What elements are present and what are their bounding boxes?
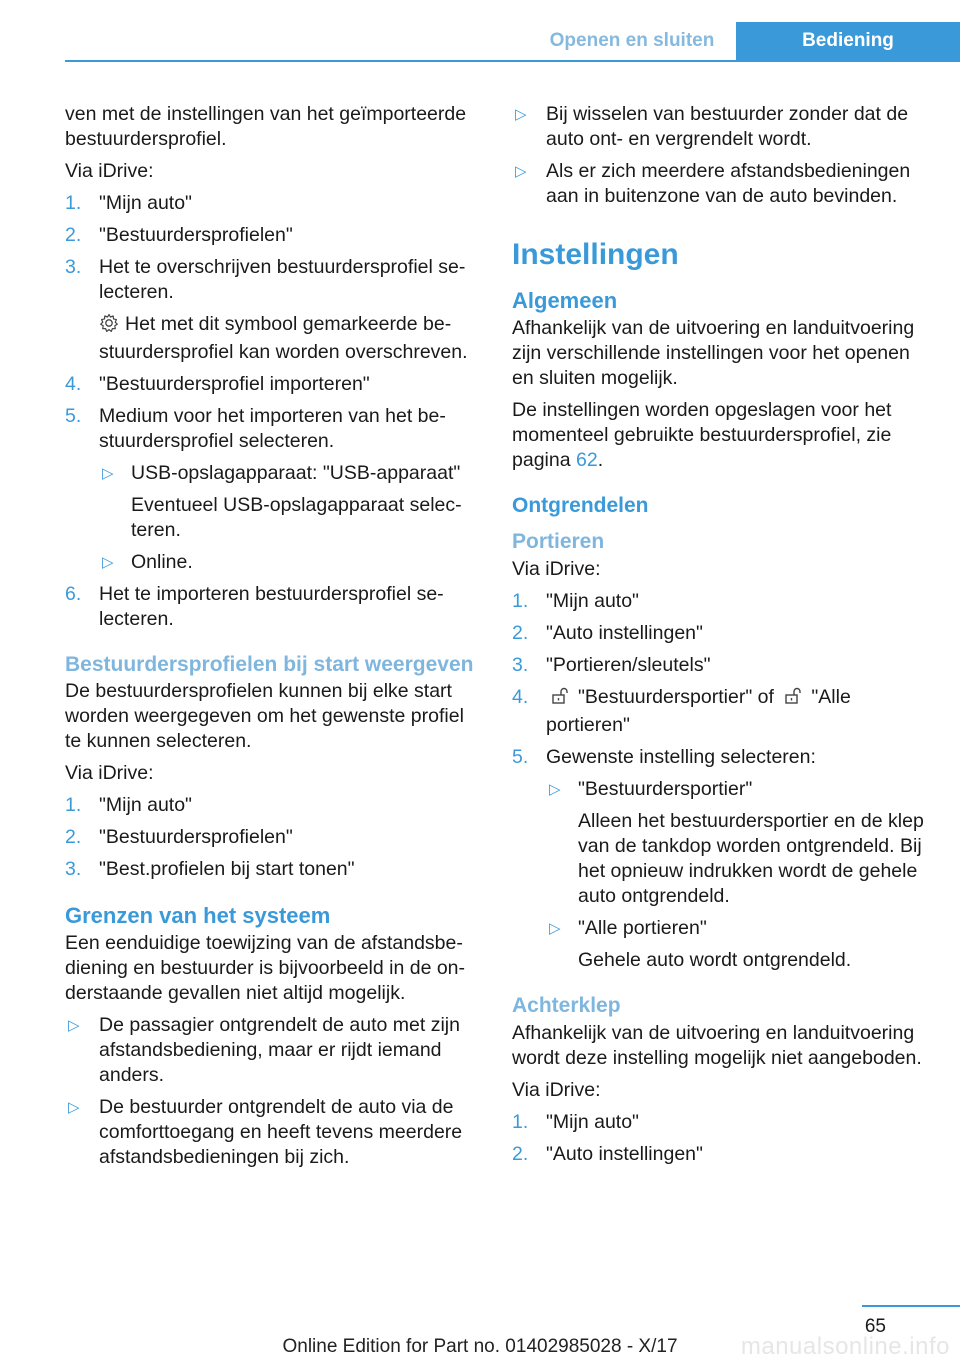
step-text: "Mijn auto" (99, 192, 192, 214)
heading-portieren: Portieren (512, 530, 605, 553)
bullet-text: USB-opslagapparaat: "USB-apparaat" (131, 462, 461, 484)
intro-text: ven met de instellingen van het geïmporteerde bestuurdersprofiel. (65, 103, 467, 150)
list-item (65, 1095, 477, 1170)
step-number: 5. (65, 405, 82, 427)
heading-achterklep: Achterklep (512, 994, 621, 1017)
section-tab: Openen en sluiten (549, 30, 715, 51)
start-steps-list (65, 793, 477, 882)
page-number-rule (862, 1305, 960, 1307)
via-idrive-label: Via iDrive: (512, 558, 601, 580)
step-number: 2. (512, 622, 529, 644)
list-item (65, 793, 477, 818)
algemeen-text-2-end: . (597, 449, 604, 471)
bullet-continuation: Eventueel USB-opslagapparaat selecteren. (131, 494, 462, 541)
bullet-text: De bestuurder ontgrendelt de auto via de comforttoegang en heeft tevens meerdere afstandsbedieningen bij zich. (99, 1096, 463, 1168)
step-text: "Alle portieren" (546, 686, 851, 736)
portieren-steps-list (512, 589, 928, 973)
sub-list-item (546, 777, 928, 909)
watermark: manualsonline.info (740, 1333, 950, 1360)
list-item (65, 372, 477, 397)
step-text: "Best.profielen bij start tonen" (99, 858, 355, 880)
bullet-text: "Bestuurdersportier" (578, 778, 753, 800)
step-number: 2. (65, 826, 82, 848)
step-number: 1. (512, 1111, 529, 1133)
sub-bullet-list (546, 777, 928, 973)
heading-grenzen: Grenzen van het systeem (65, 903, 331, 928)
step-text: "Mijn auto" (546, 590, 639, 612)
step-number: 1. (65, 794, 82, 816)
list-item (65, 191, 477, 216)
list-item (512, 1110, 928, 1135)
bullet-text: "Alle portieren" (578, 917, 707, 939)
grenzen-text: Een eenduidige toewijzing van de afstandsbediening en bestuurder is bijvoorbeeld in de onderstaande gevallen niet altijd mogelijk. (65, 932, 466, 1004)
algemeen-text-2 (512, 398, 928, 473)
list-item (512, 589, 928, 614)
list-item (65, 1013, 477, 1088)
step-number: 1. (65, 192, 82, 214)
heading-algemeen: Algemeen (512, 288, 618, 313)
step-number: 4. (65, 373, 82, 395)
import-steps-list (65, 191, 477, 632)
list-item (65, 255, 477, 365)
sub-list-item (546, 916, 928, 973)
step-text: "Bestuurdersportier" of (578, 686, 774, 708)
step-text: Het te overschrijven bestuurdersprofiel selecteren. (99, 256, 466, 303)
list-item (512, 685, 928, 738)
bij-start-text: De bestuurdersprofielen kunnen bij elke start worden weergegeven om het gewenste profiel te kunnen selecteren. (65, 680, 464, 752)
step-number: 3. (65, 256, 82, 278)
algemeen-text-1: Afhankelijk van de uitvoering en landuitvoering zijn verschillende instellingen voor het openen en sluiten mogelijk. (512, 317, 915, 389)
left-column (65, 102, 477, 1177)
triangle-bullet-icon: ▷ (68, 1017, 80, 1034)
bullet-continuation: Alleen het bestuurdersportier en de klep van de tankdop worden ontgrendeld. Bij het opnieuw indrukken wordt de gehele auto ontgrendeld. (578, 810, 924, 907)
page-number: 65 (864, 1316, 886, 1337)
triangle-bullet-icon: ▷ (68, 1099, 80, 1116)
bullet-continuation: Gehele auto wordt ontgrendeld. (578, 949, 852, 971)
list-item (512, 102, 928, 152)
via-idrive-label: Via iDrive: (512, 1079, 601, 1101)
heading-ontgrendelen: Ontgrendelen (512, 494, 649, 517)
lock-open-icon (550, 686, 570, 713)
sub-bullet-list (99, 461, 477, 575)
list-item (512, 621, 928, 646)
step-text: "Portieren/sleutels" (546, 654, 711, 676)
step-number: 5. (512, 746, 529, 768)
list-item (65, 825, 477, 850)
step-text: "Auto instellingen" (546, 1143, 703, 1165)
header-rule (65, 60, 960, 62)
step-text: "Mijn auto" (546, 1111, 639, 1133)
heading-instellingen: Instellingen (512, 238, 679, 271)
step-note (99, 312, 477, 365)
triangle-bullet-icon: ▷ (515, 163, 527, 180)
step-text: Medium voor het importeren van het bestuurdersprofiel selecteren. (99, 405, 446, 452)
step-text: "Bestuurdersprofielen" (99, 224, 293, 246)
bullet-text: Bij wisselen van bestuurder zonder dat de auto ont- en vergrendelt wordt. (546, 103, 909, 150)
list-item (65, 582, 477, 632)
step-text: "Mijn auto" (99, 794, 192, 816)
page-header (0, 0, 960, 64)
step-number: 2. (65, 224, 82, 246)
triangle-bullet-icon: ▷ (102, 465, 114, 482)
step-text: Het te importeren bestuurdersprofiel selecteren. (99, 583, 444, 630)
gear-icon (99, 313, 119, 340)
list-item (512, 745, 928, 973)
list-item (512, 1142, 928, 1167)
list-item (65, 404, 477, 575)
step-number: 1. (512, 590, 529, 612)
bullet-text: Als er zich meerdere afstandsbedieningen aan in buitenzone van de auto bevinden. (546, 160, 911, 207)
step-number: 2. (512, 1143, 529, 1165)
triangle-bullet-icon: ▷ (102, 554, 114, 571)
step-number: 4. (512, 686, 529, 708)
list-item (65, 857, 477, 882)
via-idrive-label: Via iDrive: (65, 762, 154, 784)
edition-footer: Online Edition for Part no. 01402985028 - X/17 (282, 1336, 678, 1357)
lock-open-icon (783, 686, 803, 713)
sub-list-item (99, 461, 477, 543)
triangle-bullet-icon: ▷ (549, 920, 561, 937)
step-number: 3. (512, 654, 529, 676)
triangle-bullet-icon: ▷ (515, 106, 527, 123)
step-text: Gewenste instelling selecteren: (546, 746, 816, 768)
bullet-text: Online. (131, 551, 193, 573)
top-bullet-list (512, 102, 928, 209)
heading-bij-start: Bestuurdersprofielen bij start weergeven (65, 653, 474, 676)
list-item (65, 223, 477, 248)
page-link[interactable]: 62 (575, 449, 598, 471)
list-item (512, 159, 928, 209)
achterklep-steps-list (512, 1110, 928, 1167)
achterklep-text: Afhankelijk van de uitvoering en landuitvoering wordt deze instelling mogelijk niet aangeboden. (512, 1022, 922, 1069)
note-text: Het met dit symbool gemarkeerde bestuurdersprofiel kan worden overschreven. (99, 313, 468, 363)
step-text: "Bestuurdersprofielen" (99, 826, 293, 848)
list-item (512, 653, 928, 678)
step-number: 3. (65, 858, 82, 880)
algemeen-text-2-main: De instellingen worden opgeslagen voor het momenteel gebruikte bestuurdersprofiel, zie pagina (512, 399, 892, 471)
sub-list-item (99, 550, 477, 575)
bullet-text: De passagier ontgrendelt de auto met zijn afstandsbediening, maar er rijdt iemand anders. (99, 1014, 460, 1086)
right-column (512, 102, 928, 1174)
step-text: "Auto instellingen" (546, 622, 703, 644)
step-number: 6. (65, 583, 82, 605)
chapter-tab: Bediening (736, 22, 960, 60)
via-idrive-label: Via iDrive: (65, 160, 154, 182)
step-text: "Bestuurdersprofiel importeren" (99, 373, 370, 395)
triangle-bullet-icon: ▷ (549, 781, 561, 798)
grenzen-bullet-list (65, 1013, 477, 1170)
